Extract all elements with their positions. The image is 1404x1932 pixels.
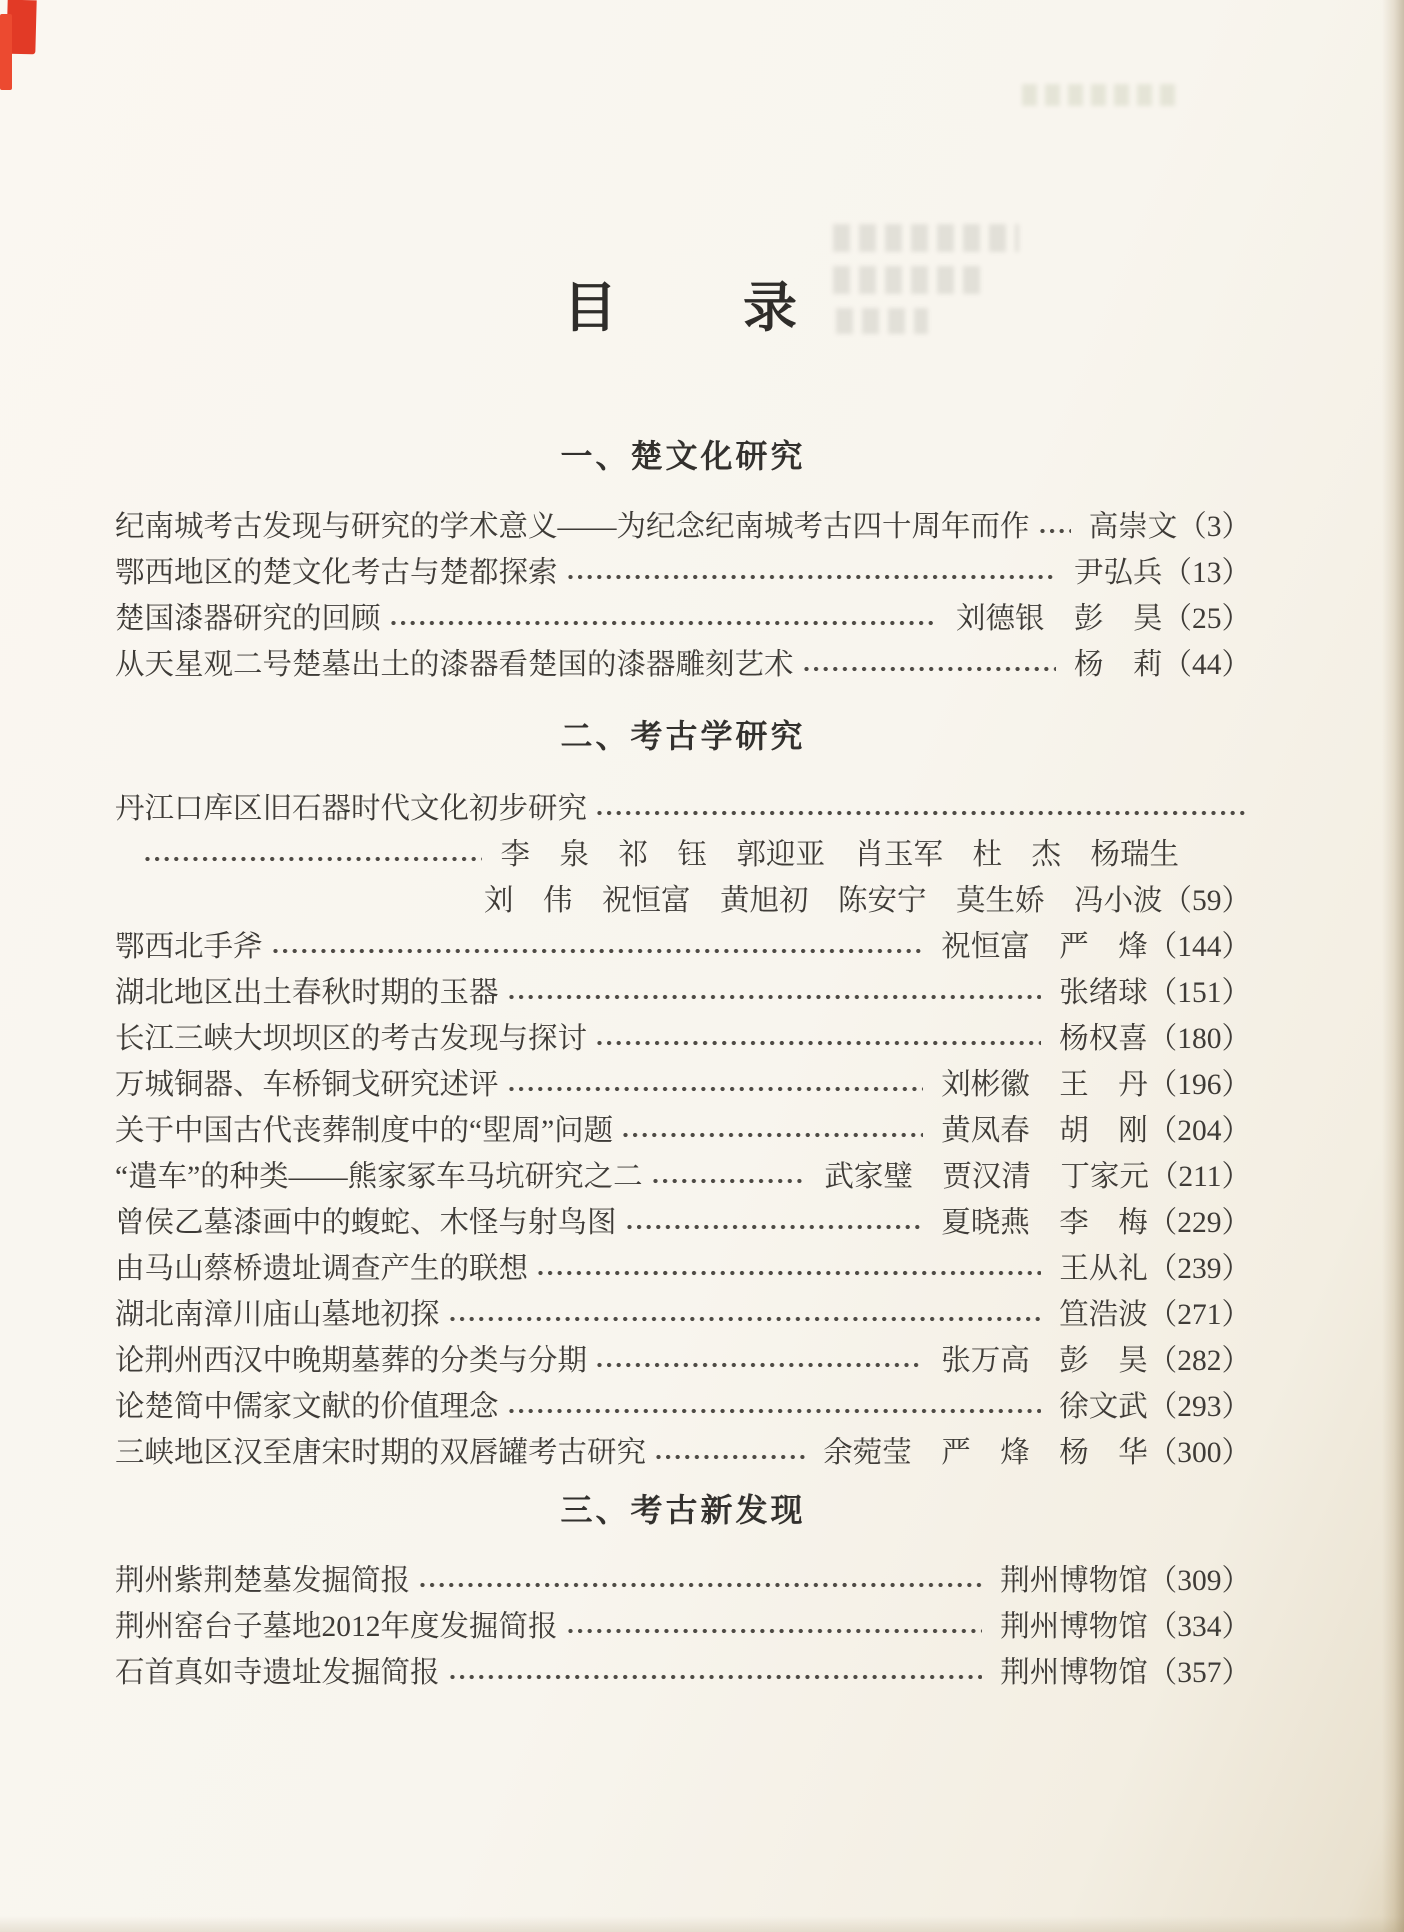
section-heading-1: 一、楚文化研究 xyxy=(560,438,806,474)
entry-page: （204） xyxy=(1147,1115,1251,1147)
toc-entry xyxy=(115,1338,1251,1384)
entry-authors: 刘 伟 祝恒富 黄旭初 陈安宁 莫生娇 冯小波 xyxy=(483,885,1163,917)
toc-entry xyxy=(115,970,1251,1016)
entry-page: （357） xyxy=(1147,1657,1251,1689)
dot-leader xyxy=(802,663,1056,673)
dot-leader xyxy=(651,1175,807,1185)
entry-authors: 王从礼 xyxy=(1059,1253,1148,1285)
entry-title: 石首真如寺遗址发掘简报 xyxy=(115,1657,440,1689)
entry-authors: 黄凤春 胡 刚 xyxy=(941,1115,1148,1147)
section-heading-2: 二、考古学研究 xyxy=(560,718,806,754)
toc-entry xyxy=(115,1200,1251,1246)
toc-entry xyxy=(115,924,1251,970)
toc-entry xyxy=(115,1016,1251,1062)
dot-leader xyxy=(271,945,924,955)
entry-page: （293） xyxy=(1147,1391,1251,1423)
entry-title: 三峡地区汉至唐宋时期的双唇罐考古研究 xyxy=(115,1437,647,1469)
toc-entry xyxy=(115,786,1251,832)
toc-entry xyxy=(115,550,1251,596)
entry-page: （309） xyxy=(1147,1565,1251,1597)
entry-title: 论楚简中儒家文献的价值理念 xyxy=(115,1391,499,1423)
entry-page: （239） xyxy=(1147,1253,1251,1285)
entry-title: 由马山蔡桥遗址调查产生的联想 xyxy=(115,1253,529,1285)
section-3-entries xyxy=(115,1558,1251,1696)
entry-title: 丹江口库区旧石器时代文化初步研究 xyxy=(115,793,588,825)
entry-page: （144） xyxy=(1147,931,1251,963)
dot-leader xyxy=(621,1129,923,1139)
entry-page: （229） xyxy=(1147,1207,1251,1239)
entry-title: 楚国漆器研究的回顾 xyxy=(115,603,381,635)
entry-title: 荆州窑台子墓地2012年度发掘简报 xyxy=(115,1611,558,1643)
dot-leader xyxy=(595,1359,923,1369)
entry-page: （211） xyxy=(1148,1161,1251,1193)
entry-title: 曾侯乙墓漆画中的蝮蛇、木怪与射鸟图 xyxy=(115,1207,617,1239)
entry-page: （25） xyxy=(1162,603,1251,635)
entry-title: 鄂西北手斧 xyxy=(115,931,263,963)
section-heading-3: 三、考古新发现 xyxy=(560,1492,806,1528)
entry-page: （282） xyxy=(1147,1345,1251,1377)
toc-content xyxy=(115,0,1251,1696)
entry-authors: 刘彬徽 王 丹 xyxy=(941,1069,1148,1101)
toc-entry xyxy=(115,1430,1251,1476)
toc-entry xyxy=(115,1154,1251,1200)
page-right-edge-shadow xyxy=(1382,0,1404,1932)
entry-title: 纪南城考古发现与研究的学术意义——为纪念纪南城考古四十周年而作 xyxy=(115,511,1030,543)
entry-authors: 笪浩波 xyxy=(1059,1299,1148,1331)
dot-leader xyxy=(507,1405,1042,1415)
toc-entry-authors-continuation xyxy=(135,832,1179,878)
entry-title: 荆州紫荆楚墓发掘简报 xyxy=(115,1565,411,1597)
entry-authors: 李 泉 祁 钰 郭迎亚 肖玉军 杜 杰 杨瑞生 xyxy=(500,839,1179,871)
toc-entry xyxy=(115,1292,1251,1338)
red-cover-mark-2 xyxy=(0,14,12,90)
dot-leader xyxy=(595,1037,1041,1047)
entry-authors: 高崇文 xyxy=(1088,511,1178,543)
dot-leader xyxy=(389,617,938,627)
dot-leader xyxy=(595,807,1245,817)
entry-authors: 尹弘兵 xyxy=(1073,557,1163,589)
entry-authors: 张绪球 xyxy=(1059,977,1148,1009)
entry-authors: 荆州博物馆 xyxy=(1000,1565,1148,1597)
entry-title: 鄂西地区的楚文化考古与楚都探索 xyxy=(115,557,558,589)
entry-authors: 夏晓燕 李 梅 xyxy=(941,1207,1148,1239)
toc-entry xyxy=(115,504,1251,550)
toc-entry xyxy=(115,596,1251,642)
toc-entry xyxy=(115,1558,1251,1604)
toc-entry-authors-end xyxy=(115,878,1251,924)
entry-authors: 刘德银 彭 昊 xyxy=(955,603,1163,635)
dot-leader xyxy=(625,1221,924,1231)
entry-title: 论荆州西汉中晚期墓葬的分类与分期 xyxy=(115,1345,588,1377)
page-bottom-edge-shadow xyxy=(0,1916,1404,1932)
entry-page: （180） xyxy=(1147,1023,1251,1055)
page-title: 目 录 xyxy=(563,278,803,338)
dot-leader xyxy=(1038,525,1071,535)
entry-authors: 杨权喜 xyxy=(1059,1023,1148,1055)
toc-entry xyxy=(115,1604,1251,1650)
entry-authors: 荆州博物馆 xyxy=(1000,1657,1148,1689)
entry-title: 长江三峡大坝坝区的考古发现与探讨 xyxy=(115,1023,588,1055)
section-2-entries xyxy=(115,786,1251,1476)
entry-authors: 荆州博物馆 xyxy=(1000,1611,1148,1643)
dot-leader xyxy=(448,1671,983,1681)
entry-authors: 武家璧 贾汉清 丁家元 xyxy=(824,1161,1149,1193)
dot-leader xyxy=(418,1579,982,1589)
entry-authors: 余菀莹 严 烽 杨 华 xyxy=(823,1437,1148,1469)
toc-entry xyxy=(115,642,1251,688)
entry-title: 万城铜器、车桥铜戈研究述评 xyxy=(115,1069,499,1101)
entry-authors: 祝恒富 严 烽 xyxy=(941,931,1148,963)
toc-entry xyxy=(115,1062,1251,1108)
dot-leader xyxy=(566,1625,983,1635)
entry-page: （196） xyxy=(1147,1069,1251,1101)
entry-page: （151） xyxy=(1147,977,1251,1009)
toc-entry xyxy=(115,1246,1251,1292)
entry-title: 湖北地区出土春秋时期的玉器 xyxy=(115,977,499,1009)
toc-entry xyxy=(115,1650,1251,1696)
entry-title: 从天星观二号楚墓出土的漆器看楚国的漆器雕刻艺术 xyxy=(115,649,794,681)
entry-page: （300） xyxy=(1147,1437,1251,1469)
entry-page: （334） xyxy=(1147,1611,1251,1643)
entry-page: （44） xyxy=(1162,649,1251,681)
dot-leader xyxy=(507,991,1042,1001)
entry-title: 关于中国古代丧葬制度中的“堲周”问题 xyxy=(115,1115,614,1147)
entry-title: 湖北南漳川庙山墓地初探 xyxy=(115,1299,440,1331)
entry-authors: 徐文武 xyxy=(1059,1391,1148,1423)
dot-leader xyxy=(448,1313,1042,1323)
dot-leader xyxy=(143,853,482,863)
toc-entry xyxy=(115,1384,1251,1430)
entry-page: （3） xyxy=(1177,511,1251,543)
entry-title: “遣车”的种类——熊家冢车马坑研究之二 xyxy=(115,1161,643,1193)
dot-leader xyxy=(654,1451,805,1461)
entry-authors: 杨 莉 xyxy=(1073,649,1163,681)
toc-entry xyxy=(115,1108,1251,1154)
entry-page: （13） xyxy=(1162,557,1251,589)
dot-leader xyxy=(566,571,1056,581)
entry-page: （59） xyxy=(1162,885,1251,917)
entry-page: （271） xyxy=(1147,1299,1251,1331)
entry-authors: 张万高 彭 昊 xyxy=(941,1345,1148,1377)
section-1-entries xyxy=(115,504,1251,688)
dot-leader xyxy=(507,1083,924,1093)
dot-leader xyxy=(536,1267,1041,1277)
